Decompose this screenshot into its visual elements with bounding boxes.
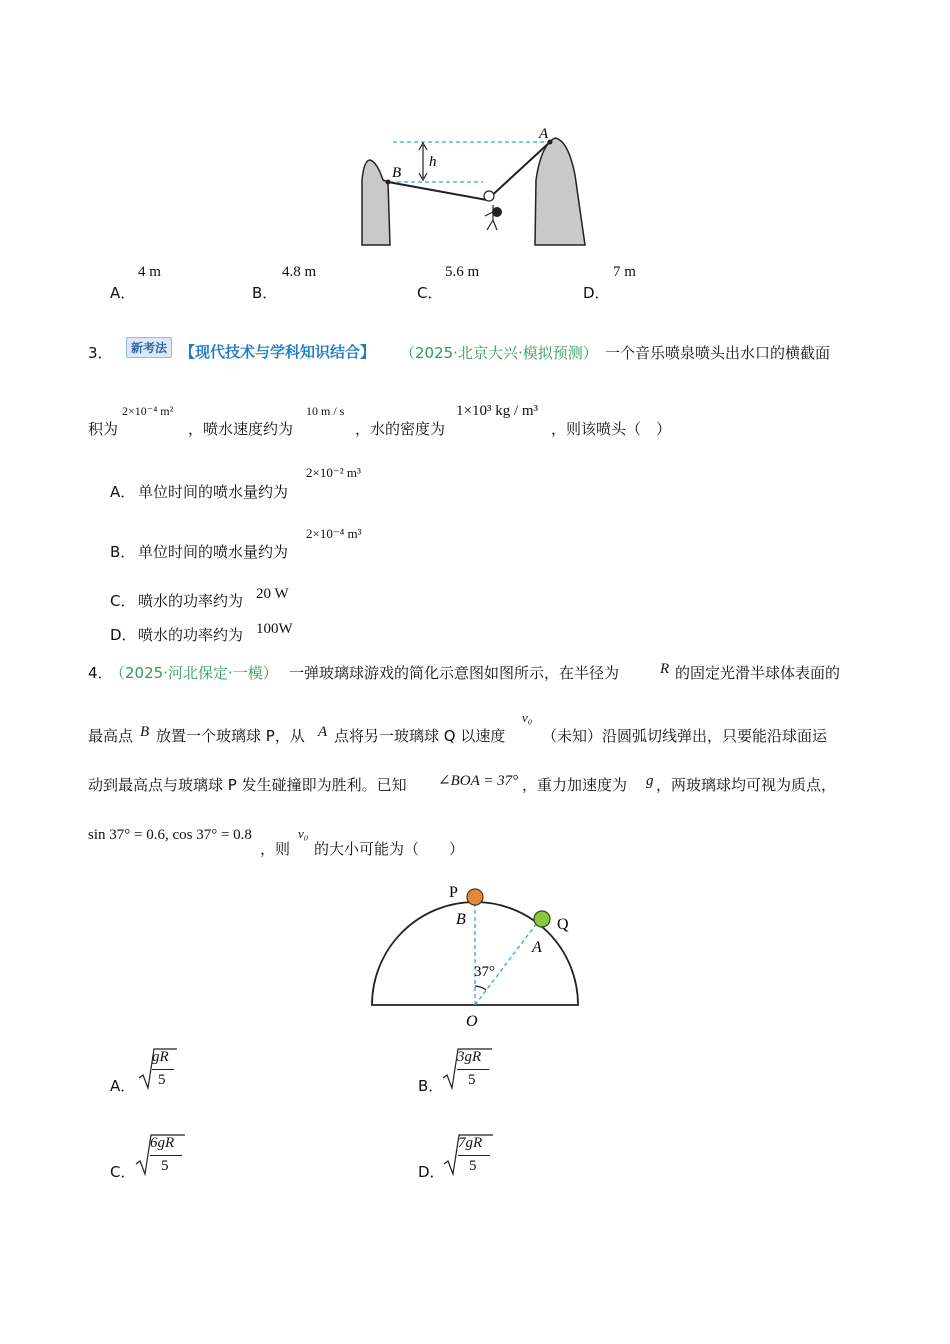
svg-text:37°: 37°: [474, 964, 495, 980]
left-cliff: [362, 160, 390, 245]
ball-P: [467, 889, 483, 905]
svg-text:A: A: [532, 939, 542, 956]
svg-text:O: O: [466, 1013, 478, 1030]
right-cliff: [535, 138, 585, 245]
label-A: A: [539, 126, 549, 142]
svg-text:B: B: [456, 911, 466, 928]
cliff-figure: [355, 120, 595, 255]
question-source: （2025·北京大兴·模拟预测）: [400, 344, 598, 362]
question-tag: 【现代技术与学科知识结合】: [180, 343, 376, 361]
hemisphere-figure: [360, 878, 590, 1033]
question-number: 3．: [88, 344, 113, 362]
svg-text:P: P: [449, 884, 458, 901]
svg-text:Q: Q: [557, 916, 569, 933]
question-number: 4．: [88, 664, 113, 682]
new-method-badge: 新考法: [126, 337, 172, 358]
question-source: （2025·河北保定·一模）: [110, 664, 278, 682]
ball-Q: [534, 911, 550, 927]
label-h: h: [429, 154, 437, 170]
label-B: B: [392, 165, 402, 181]
